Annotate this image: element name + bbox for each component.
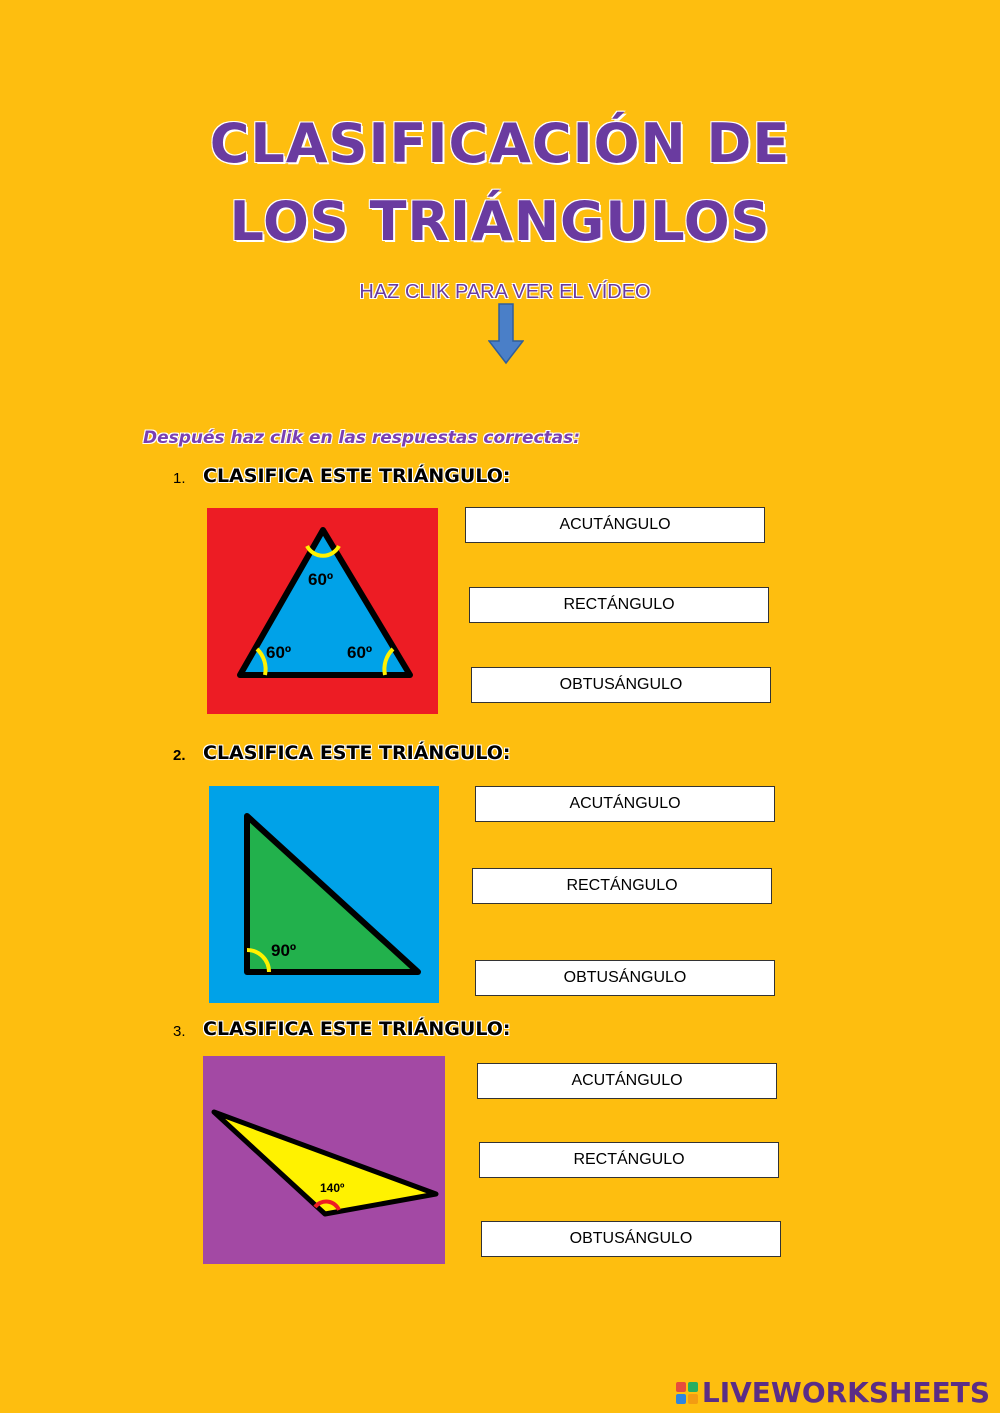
angle-label-obtuse: 140º (320, 1181, 345, 1195)
question-2-number: 2. (173, 747, 186, 764)
angle-label-right: 60º (347, 643, 373, 662)
liveworksheets-logo-icon (676, 1382, 698, 1404)
logo-text: LIVEWORKSHEETS (701, 1376, 990, 1409)
q1-option-rectangulo[interactable]: RECTÁNGULO (469, 587, 769, 623)
q3-option-rectangulo[interactable]: RECTÁNGULO (479, 1142, 779, 1178)
instructions-text: Después haz clik en las respuestas correctas: (143, 428, 581, 448)
equilateral-triangle-image (207, 508, 438, 714)
q3-option-acutangulo[interactable]: ACUTÁNGULO (477, 1063, 777, 1099)
right-triangle-image (209, 786, 439, 1003)
q3-option-obtusangulo[interactable]: OBTUSÁNGULO (481, 1221, 781, 1257)
q2-option-acutangulo[interactable]: ACUTÁNGULO (475, 786, 775, 822)
question-1-number: 1. (173, 470, 186, 487)
page-title-line-2: LOS TRIÁNGULOS (229, 190, 771, 253)
liveworksheets-logo[interactable] (676, 1376, 990, 1409)
q2-option-rectangulo[interactable]: RECTÁNGULO (472, 868, 772, 904)
angle-label-right-angle: 90º (271, 941, 297, 960)
question-3-text: CLASIFICA ESTE TRIÁNGULO: (203, 1018, 511, 1040)
obtuse-triangle-image (203, 1056, 445, 1264)
angle-label-left: 60º (266, 643, 292, 662)
question-3-number: 3. (173, 1023, 186, 1040)
page-title-line-1: CLASIFICACIÓN DE (209, 112, 791, 175)
angle-label-top: 60º (308, 570, 334, 589)
q2-option-obtusangulo[interactable]: OBTUSÁNGULO (475, 960, 775, 996)
down-arrow-icon[interactable] (488, 303, 524, 365)
q1-option-acutangulo[interactable]: ACUTÁNGULO (465, 507, 765, 543)
question-2-text: CLASIFICA ESTE TRIÁNGULO: (203, 742, 511, 764)
q1-option-obtusangulo[interactable]: OBTUSÁNGULO (471, 667, 771, 703)
question-1-text: CLASIFICA ESTE TRIÁNGULO: (203, 465, 511, 487)
video-link[interactable]: HAZ CLIK PARA VER EL VÍDEO (359, 281, 651, 303)
